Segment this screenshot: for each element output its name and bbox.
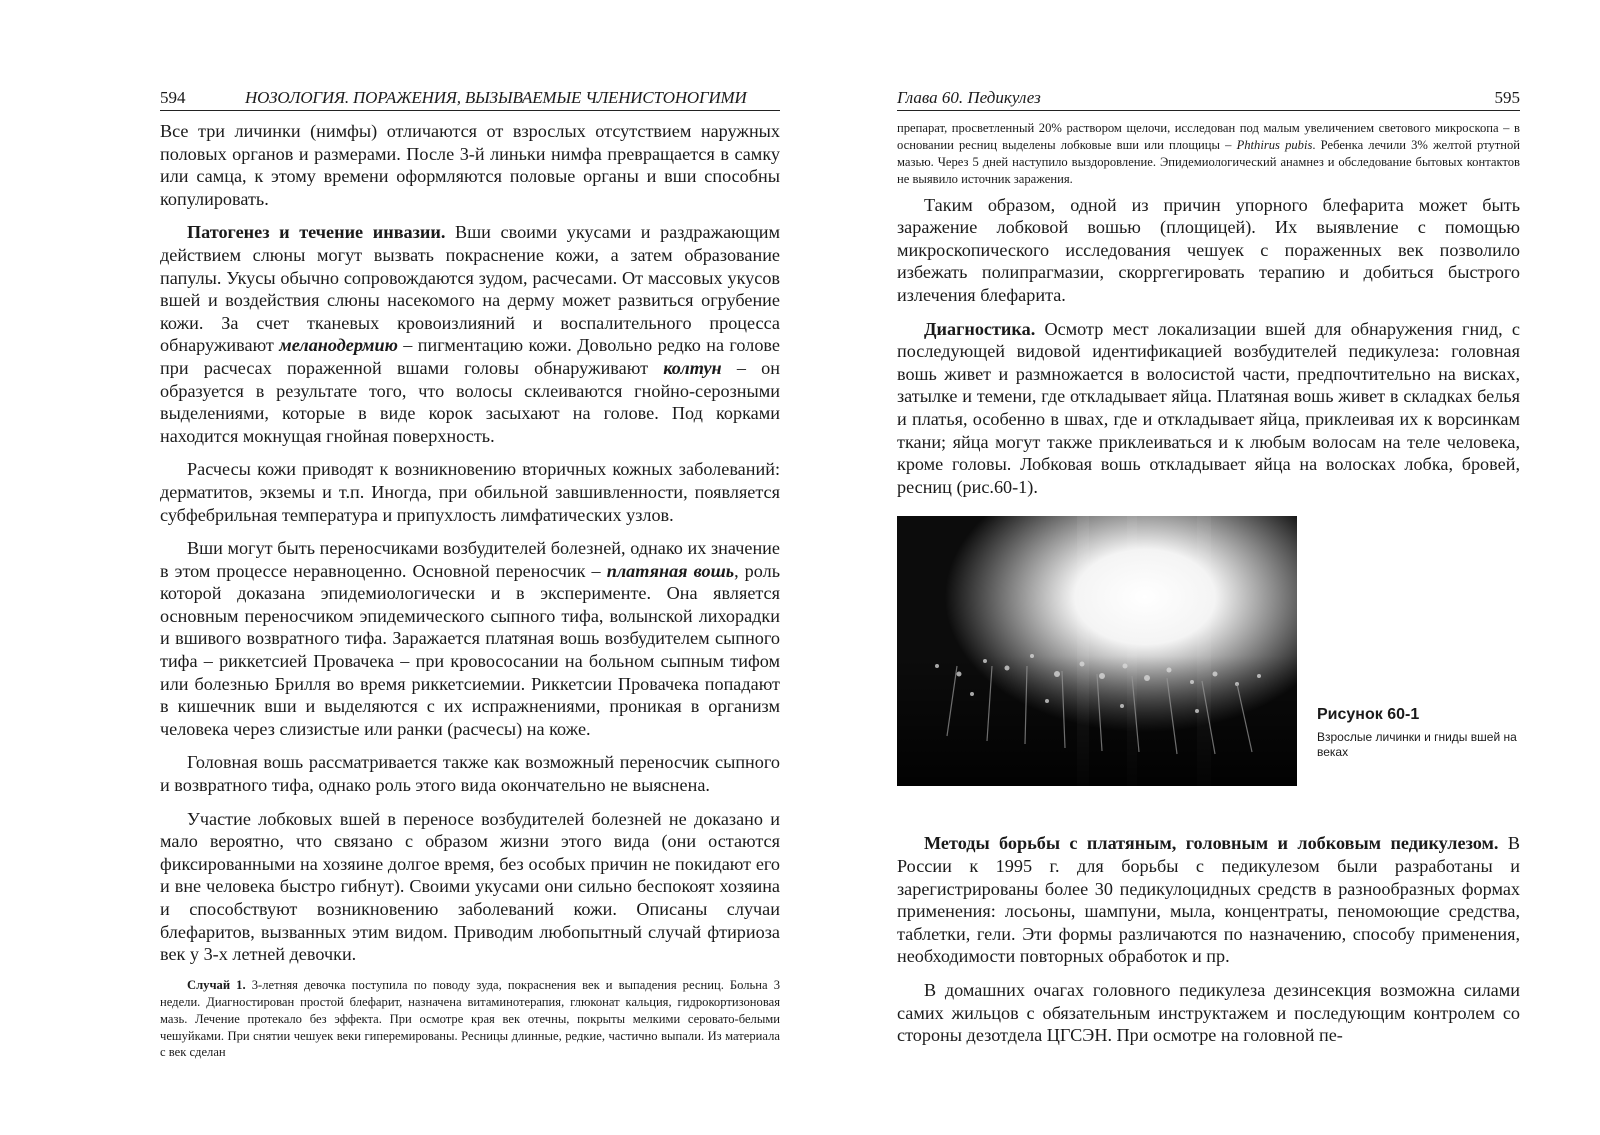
section-heading: Методы борьбы с платяным, головным и лобковым педикулезом.	[924, 833, 1499, 854]
section-heading: Патогенез и течение инвазии.	[187, 222, 446, 243]
left-page-body	[160, 120, 780, 1067]
text-run: 3-летняя девочка поступила по поводу зуда, покраснения век и выпадения ресниц. Больна 3 недели. Диагностирован простой блефарит, назначена витаминотерапия, глюконат кальция, гидрокортизоновая мазь. Лечение протекало без эффекта. При осмотре края век отечны, покрыты мелкими серовато-белыми чешуйками. При снятии чешуек веки гиперемированы. Ресницы длинные, редкие, частично выпали. Из материала с век сделан	[160, 977, 780, 1060]
latin-name: Phthirus pubis	[1236, 137, 1313, 152]
left-page	[160, 0, 780, 1135]
figure-caption-text: Взрослые личинки и гниды вшей на веках	[1317, 730, 1517, 760]
text-run: Вши своими укусами и раздражающим действием слюны могут вызвать покраснение кожи, а затем образование папулы. Укусы обычно сопровождаются зудом, расчесами. От массовых укусов вшей и воздействия слюны насекомого на дерму может развиться огрубение кожи. За счет тканевых кровоизлияний и воспалительного процесса обнаруживают	[160, 222, 781, 356]
right-page-header	[897, 82, 1520, 111]
text-run: препарат, просветленный 20% раствором щелочи, исследован под малым увеличением светового микроскопа – в основании ресниц выделены лобковые вши или площицы –	[897, 121, 1520, 152]
left-page-number: 594	[160, 88, 186, 107]
text-run: Осмотр мест локализации вшей для обнаружения гнид, с последующей видовой идентификацией возбудителей педикулеза: головная вошь живет и размножается в волосистой части, предпочтительно на висках, затылке и темени, где откладывает яйца. Платяная вошь живет в складках белья и платья, особенно в швах, где и откладывает яйца, приклеивая их к ворсинкам ткани; яйца могут также приклеиваться и к любым волосам на теле человека, кроме головы. Лобковая вошь откладывает яйца на волосках лобка, бровей, ресниц (рис.60-1).	[897, 318, 1520, 497]
eyelid-photo-illustration	[897, 516, 1297, 786]
section-heading: Диагностика.	[924, 318, 1036, 339]
left-page-header	[160, 82, 780, 111]
text-run: – он образуется в результате того, что волосы склеиваются гнойно-серозными выделениями, которые в виде корок засыхают на голове. Под корками находится мокнущая гнойная поверхность.	[160, 357, 781, 446]
paragraph: Головная вошь рассматривается также как возможный переносчик сыпного и возвратного тифа, однако роль этого вида окончательно не выяснена.	[160, 752, 780, 796]
term: колтун	[663, 357, 722, 378]
case-report-continued	[897, 120, 1520, 188]
paragraph	[897, 318, 1520, 499]
text-run: В России к 1995 г. для борьбы с педикулезом были разработаны и зарегистрированы более 30 педикулоцидных средств в разнообразных формах применения: лосьоны, шампуни, мыла, концентраты, пеномоющие средства, таблетки, гели. Эти формы различаются по назначению, способу применения, необходимости повторных обработок и пр.	[897, 833, 1520, 967]
paragraph: Расчесы кожи приводят к возникновению вторичных кожных заболеваний: дерматитов, экземы и т.п. Иногда, при обильной завшивленности, появляется субфебрильная температура и припухлость лимфатических узлов.	[160, 459, 780, 525]
figure-title: Рисунок 60-1	[1317, 706, 1420, 724]
right-page	[897, 0, 1520, 1135]
text-run: Вши могут быть переносчиками возбудителей болезней, однако их значение в этом процессе неравноценно. Основной переносчик –	[160, 538, 780, 581]
paragraph	[160, 537, 780, 740]
term: меланодермию	[279, 335, 398, 356]
case-label: Случай 1.	[187, 977, 246, 992]
paragraph	[160, 221, 780, 447]
text-run: , роль которой доказана эпидемиологически и в эксперименте. Она является основным переносчиком эпидемического сыпного тифа, волынской лихорадки и вшивого возвратного тифа. Заражается платяная вошь возбудителем сыпного тифа – риккетсией Провачека – при кровососании на больном сыпным тифом или болезнью Брилля во время риккетсиемии. Риккетсии Провачека попадают в кишечник вши и выделяются с их испражнениями, проникая в организм человека через слизистые или ранки (расчесы) на коже.	[160, 560, 780, 739]
text-run: – пигментацию кожи. Довольно редко на голове при расчесах пораженной вшами головы обнаруживают	[160, 335, 780, 378]
right-page-number: 595	[1494, 88, 1520, 107]
term: платяная вошь	[606, 560, 735, 581]
paragraph: В домашних очагах головного педикулеза дезинсекция возможна силами самих жильцов с обязательным инструктажем и последующим контролем со стороны дезотдела ЦГСЭН. При осмотре на головной пе-	[897, 979, 1520, 1046]
right-running-title: Глава 60. Педикулез	[897, 88, 1041, 107]
paragraph: Все три личинки (нимфы) отличаются от взрослых отсутствием наружных половых органов и размерами. После 3-й линьки нимфа превращается в самку или самца, к этому времени оформляются половые органы и вши способны копулировать.	[160, 121, 780, 209]
right-page-body	[897, 120, 1520, 1058]
figure-60-1	[897, 516, 1520, 812]
paragraph	[897, 832, 1520, 968]
paragraph: Участие лобковых вшей в переносе возбудителей болезней не доказано и мало вероятно, что связано с образом жизни этого вида (они остаются фиксированными на хозяине долгое время, без особых причин не покидают его и вне человека быстро гибнут). Своими укусами они сильно беспокоят хозяина и способствуют возникновению заболеваний кожи. Описаны случаи блефаритов, вызванных этим видом. Приводим любопытный случай фтириоза век у 3-х летней девочки.	[160, 808, 780, 965]
text-run: . Ребенка лечили 3% желтой ртутной мазью. Через 5 дней наступило выздоровление. Эпидемиологический анамнез и обследование бытовых контактов не выявило источник заражения.	[897, 137, 1520, 186]
paragraph: Таким образом, одной из причин упорного блефарита может быть заражение лобковой вошью (площицей). Их выявление с помощью микроскопического исследования чешуек с пораженных век позволило избежать полипрагмазии, скорргегировать терапию и добиться быстрого излечения блефарита.	[897, 194, 1520, 305]
left-running-title: НОЗОЛОГИЯ. ПОРАЖЕНИЯ, ВЫЗЫВАЕМЫЕ ЧЛЕНИСТОНОГИМИ	[245, 88, 747, 107]
figure-photo	[897, 516, 1297, 786]
case-report	[160, 977, 780, 1062]
figure-caption	[1317, 706, 1517, 760]
